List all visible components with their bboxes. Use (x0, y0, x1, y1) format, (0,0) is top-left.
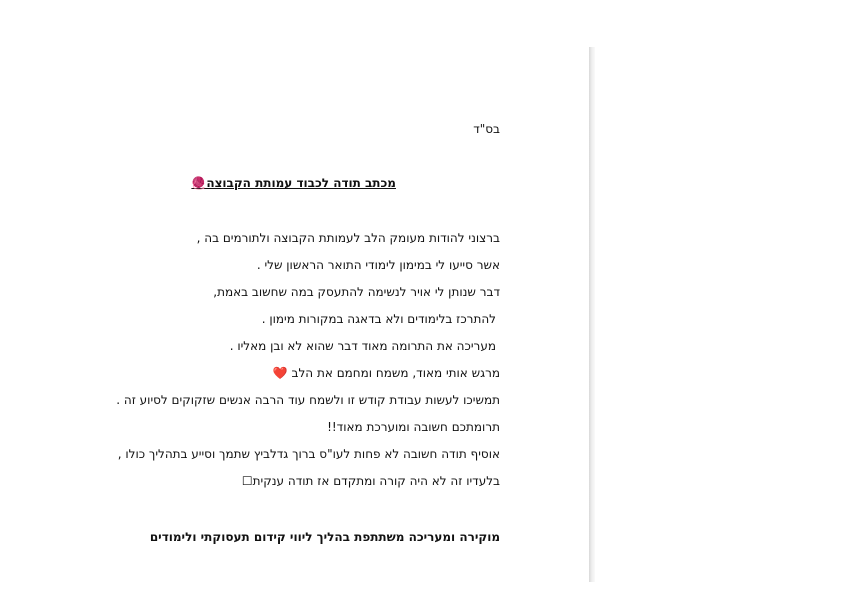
body-line-7: תמשיכו לעשות עבודת קודש זו ולשמח עוד הרבה אנשים שזקוקים לסיוע זה . (116, 393, 500, 407)
letter-title: מכתב תודה לכבוד עמותת הקבוצה🧶 (191, 176, 396, 190)
body-line-4: להתרכז בלימודים ולא בדאגה במקורות מימון . (261, 312, 496, 326)
body-line-5: מעריכה את התרומה מאוד דבר שהוא לא ובן מאליו . (229, 339, 496, 353)
body-line-9: אוסיף תודה חשובה לא פחות לעו"ס ברוך גדלביץ שתמך וסייע בתהליך כולו , (117, 447, 500, 461)
body-line-8: תרומתכם חשובה ומוערכת מאוד!! (327, 420, 500, 434)
body-line-3: דבר שנותן לי אויר לנשימה להתעסק במה שחשוב באמת, (213, 285, 500, 299)
body-line-1: ברצוני להודות מעומק הלב לעמותת הקבוצה ולתורמים בה , (196, 231, 500, 245)
body-line-10: בלעדיו זה לא היה קורה ומתקדם אז תודה ענקית☐ (241, 474, 500, 488)
page-edge-shadow (589, 47, 595, 582)
signature-line: מוקירה ומעריכה משתתפת בהליך ליווי קידום תעסוקתי ולימודים (149, 530, 500, 544)
body-line-6: מרגש אותי מאוד, משמח ומחמם את הלב ❤️ (272, 366, 500, 380)
body-line-2: אשר סייעו לי במימון לימודי התואר הראשון שלי . (256, 258, 500, 272)
header-mark: בס"ד (473, 122, 500, 136)
